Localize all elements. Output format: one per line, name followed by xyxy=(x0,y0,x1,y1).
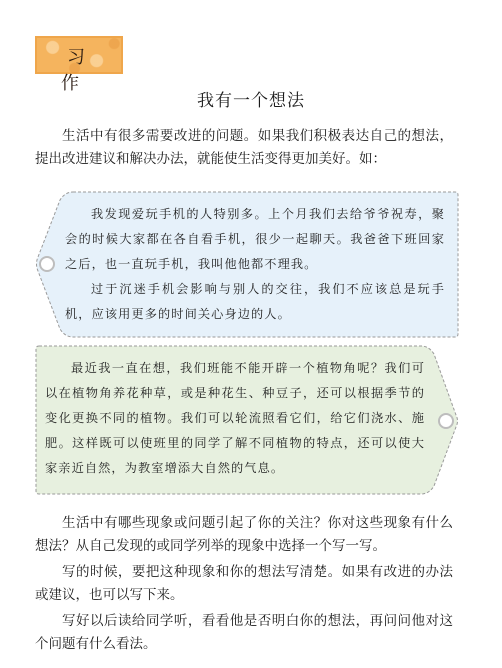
example-1-text xyxy=(65,202,445,327)
example-card-2 xyxy=(35,345,459,495)
section-label: 习 作 xyxy=(61,47,103,94)
example-2-paragraph-1: 最近我一直在想，我们班能不能开辟一个植物角呢？我们可以在植物角养花种草，或是种花生、种豆子，还可以根据季节的变化更换不同的植物。我们可以轮流照看它们，给它们浇水、施肥。这样既可以使班里的同学了解不同植物的特点，还可以使大家亲近自然，为教室增添大自然的气息。 xyxy=(45,361,425,475)
instruction-paragraph-1: 生活中有哪些现象或问题引起了你的关注？你对这些现象有什么想法？从自己发现的或同学列举的现象中选择一个写一写。 xyxy=(35,515,453,554)
tag-hole-icon xyxy=(40,257,54,271)
section-badge xyxy=(35,36,123,94)
instruction-paragraph-2: 写的时候，要把这种现象和你的想法写清楚。如果有改进的办法或建议，也可以写下来。 xyxy=(35,564,453,603)
example-1-paragraph-1: 我发现爱玩手机的人特别多。上个月我们去给爷爷祝寿，聚会的时候大家都在各自看手机，很少一起聊天。我爸爸下班回家之后，也一直玩手机，我叫他他都不理我。 xyxy=(65,207,445,271)
instruction-paragraph-3: 写好以后读给同学听，看看他是否明白你的想法，再问问他对这个问题有什么看法。 xyxy=(35,613,453,652)
tag-hole-icon xyxy=(439,414,453,428)
example-1-paragraph-2: 过于沉迷手机会影响与别人的交往，我们不应该总是玩手机，应该用更多的时间关心身边的人。 xyxy=(65,282,445,321)
page-title: 我有一个想法 xyxy=(197,91,305,111)
example-card-1 xyxy=(35,191,459,338)
example-2-text xyxy=(45,356,425,481)
intro-paragraph: 生活中有很多需要改进的问题。如果我们积极表达自己的想法，提出改进建议和解决办法，就能使生活变得更加美好。如： xyxy=(35,128,453,167)
